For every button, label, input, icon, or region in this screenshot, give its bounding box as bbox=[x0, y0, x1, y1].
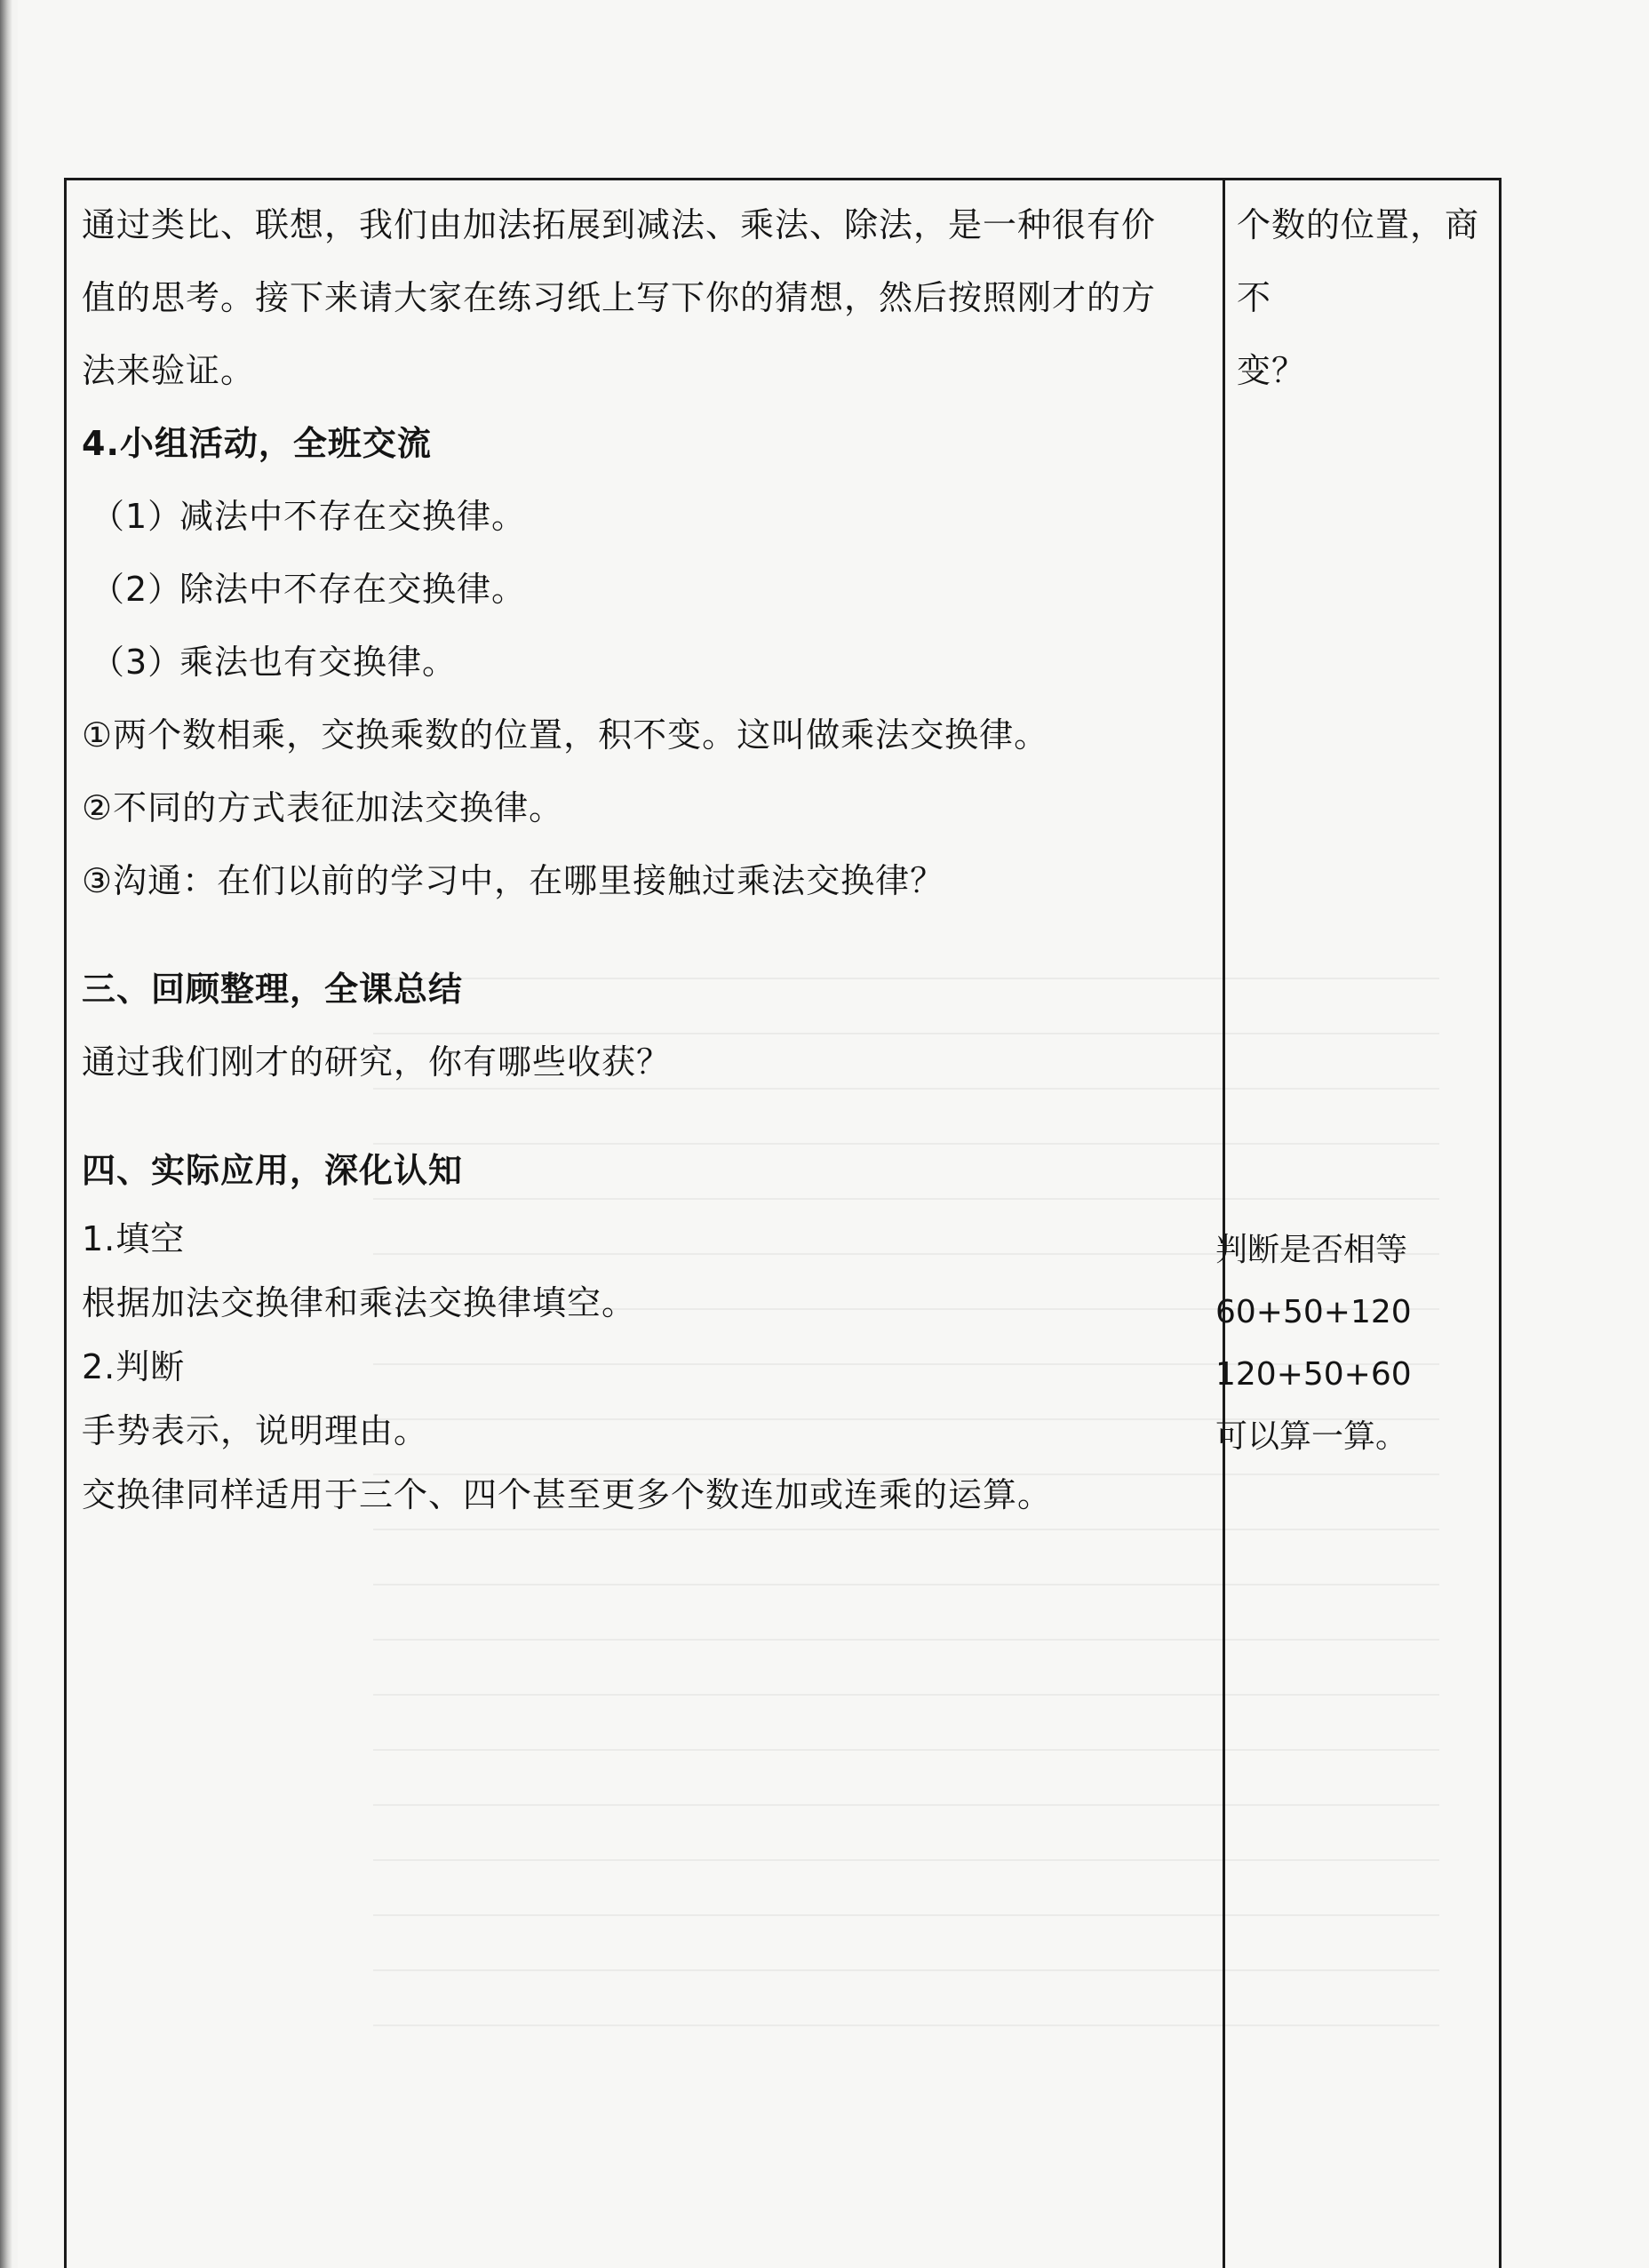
judge-instruction: 手势表示，说明理由。 bbox=[82, 1411, 429, 1450]
side-note bbox=[1215, 1219, 1491, 1468]
intro-line: 值的思考。接下来请大家在练习纸上写下你的猜想，然后按照刚才的方 bbox=[82, 278, 1157, 317]
sub-heading-judge: 2.判断 bbox=[82, 1347, 186, 1386]
teaching-process-column bbox=[82, 188, 1210, 1527]
item-number: （3） bbox=[91, 643, 183, 682]
list-item bbox=[82, 553, 1210, 626]
item-number: （2） bbox=[91, 570, 183, 609]
side-note-line: 判断是否相等 bbox=[1215, 1232, 1408, 1268]
side-note-line: 60+50+120 bbox=[1215, 1294, 1412, 1330]
section3-heading: 三、回顾整理，全课总结 bbox=[82, 970, 464, 1009]
activity-heading: 4.小组活动，全班交流 bbox=[82, 424, 432, 463]
design-intent-column bbox=[1237, 188, 1494, 407]
circled-point: ①两个数相乘，交换乘数的位置，积不变。这叫做乘法交换律。 bbox=[82, 715, 1049, 755]
page-binding-edge bbox=[0, 0, 12, 2268]
conclusion-text: 交换律同样适用于三个、四个甚至更多个数连加或连乘的运算。 bbox=[82, 1475, 1053, 1514]
list-item bbox=[82, 626, 1210, 699]
circled-point: ②不同的方式表征加法交换律。 bbox=[82, 788, 564, 827]
side-note-line: 120+50+60 bbox=[1215, 1356, 1412, 1393]
item-text: 乘法也有交换律。 bbox=[179, 643, 458, 682]
circled-point: ③沟通：在们以前的学习中，在哪里接触过乘法交换律？ bbox=[82, 861, 945, 900]
section4-heading: 四、实际应用，深化认知 bbox=[82, 1151, 464, 1190]
list-item bbox=[82, 480, 1210, 553]
fill-instruction: 根据加法交换律和乘法交换律填空。 bbox=[82, 1283, 637, 1322]
sub-heading-fill: 1.填空 bbox=[82, 1219, 186, 1258]
side-line: 个数的位置，商不 bbox=[1237, 205, 1480, 317]
side-note-line: 可以算一算。 bbox=[1215, 1418, 1408, 1455]
intro-line: 法来验证。 bbox=[82, 351, 256, 390]
item-number: （1） bbox=[91, 497, 183, 536]
intro-paragraph bbox=[82, 188, 1210, 407]
item-text: 除法中不存在交换律。 bbox=[179, 570, 527, 609]
side-line: 变？ bbox=[1237, 351, 1307, 390]
section3-text: 通过我们刚才的研究，你有哪些收获？ bbox=[82, 1042, 672, 1082]
item-text: 减法中不存在交换律。 bbox=[179, 497, 527, 536]
intro-line: 通过类比、联想，我们由加法拓展到减法、乘法、除法，是一种很有价 bbox=[82, 205, 1157, 244]
